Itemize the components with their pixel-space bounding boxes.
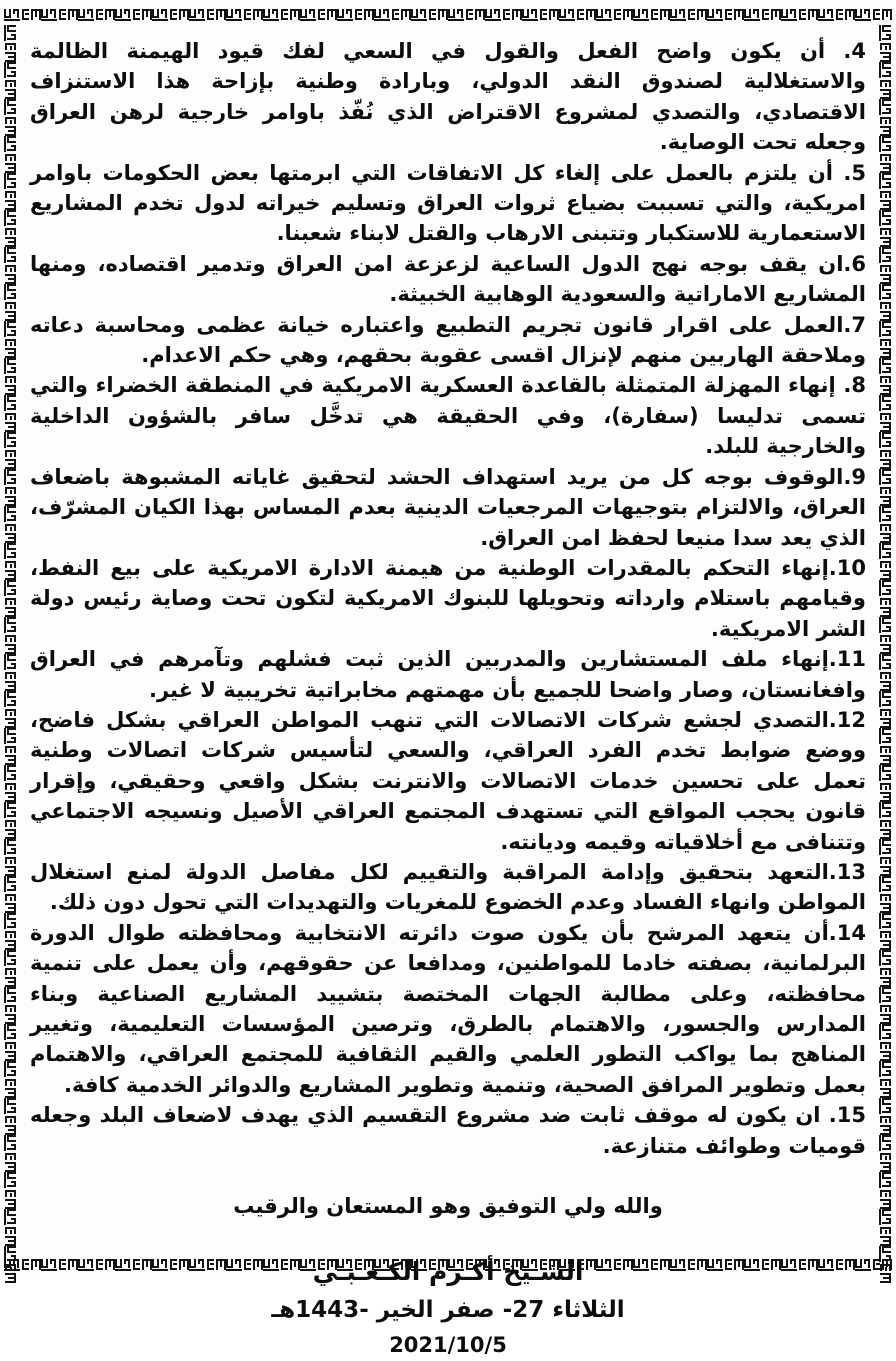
clause-4: 4. أن يكون واضح الفعل والقول في السعي لفك قيود الهيمنة الظالمة والاستغلالية لصندوق النقد الدولي، وبارادة وطنية بإزاحة هذا الاستنزاف الاقتصادي، والتصدي لمشروع الاقتراض الذي نُفّذ باوامر خارجية لرهن العراق وجعله تحت الوصاية. xyxy=(30,39,866,155)
document-body xyxy=(30,36,866,1361)
closing-dua: والله ولي التوفيق وهو المستعان والرقيب xyxy=(233,1194,663,1219)
kufic-border-left xyxy=(3,25,18,1255)
clause-9: 9.الوقوف بوجه كل من يريد استهداف الحشد لتحقيق غاياته المشبوهة باضعاف العراق، والالتزام بتوجيهات المرجعيات الدينية بعدم المساس بهذا الكيان المشرّف، الذي يعد سدا منيعا لحفظ امن العراق. xyxy=(30,464,866,550)
kufic-border-top xyxy=(4,7,892,23)
signature-gregorian-date: 2021/10/5 xyxy=(389,1333,507,1358)
signature-hijri-date: الثلاثاء 27- صفر الخير -1443هـ xyxy=(271,1296,625,1323)
clause-11: 11.إنهاء ملف المستشارين والمدربين الذين ثبت فشلهم وتآمرهم في العراق وافغانستان، وصار واضحا للجميع بأن مهمتهم مخابراتية تخريبية لا غير. xyxy=(30,647,866,702)
kufic-border-right xyxy=(878,25,893,1255)
clause-13: 13.التعهد بتحقيق وإدامة المراقبة والتقييم لكل مفاصل الدولة لمنع استغلال المواطن وانهاء الفساد وعدم الخضوع للمغريات والتهديدات التي تحول دون ذلك. xyxy=(30,859,866,915)
clause-6: 6.ان يقف بوجه نهج الدول الساعية لزعزعة امن العراق وتدمير اقتصاده، ومنها المشاريع الاماراتية والسعودية الوهابية الخبيثة. xyxy=(30,251,866,307)
clause-14: 14.أن يتعهد المرشح بأن يكون صوت دائرته الانتخابية ومحافظته طوال الدورة البرلمانية، بصفته خادما للمواطنين، ومدافعا عن حقوقهم، وأن يعمل على تنمية محافظته، وعلى مطالبة الجهات المختصة بتشييد المشاريع الصناعية وبناء المدارس والجسور، والاهتمام بالطرق، وترصين المؤسسات التعليمية، وتغيير المناهج بما يواكب التطور العلمي والقيم الثقافية للمجتمع العراقي، والاهتمام بعمل وتطوير المرافق الصحية، وتنمية وتطوير المشاريع والدوائر الخدمية كافة. xyxy=(30,920,866,1097)
clause-8: 8. إنهاء المهزلة المتمثلة بالقاعدة العسكرية الامريكية في المنطقة الخضراء والتي تسمى تدليسا (سفارة)، وفي الحقيقة هي تدخَّل سافر بالشؤون الداخلية والخارجية للبلد. xyxy=(30,373,866,459)
clause-10: 10.إنهاء التحكم بالمقدرات الوطنية من هيمنة الادارة الامريكية على بيع النفط، وقيامهم باستلام وارداته وتحويلها للبنوك الامريكية لتكون تحت وصاية رئيس دولة الشر الامريكية. xyxy=(30,555,866,641)
clause-5: 5. أن يلتزم بالعمل على إلغاء كل الاتفاقات التي ابرمتها بعض الحكومات باوامر امريكية، والتي تسببت بضياع ثروات العراق وتسليم خيراته لدول تخدم المشاريع الاستعمارية للاستكبار وتتبنى الارهاب والقتل لابناء شعبنا. xyxy=(30,160,866,246)
clause-12: 12.التصدي لجشع شركات الاتصالات التي تنهب المواطن العراقي بشكل فاضح، ووضع ضوابط تخدم الفرد العراقي، والسعي لتأسيس شركات اتصالات وطنية تعمل على تحسين خدمات الاتصالات والانترنت بشكل واقعي وحقيقي، وإقرار قانون يحجب المواقع التي تستهدف المجتمع العراقي الأصيل ونسيجه الاجتماعي وتتنافى مع أخلاقياته وقيمه وديانته. xyxy=(30,707,866,854)
clause-15: 15. ان يكون له موقف ثابت ضد مشروع التقسيم الذي يهدف لاضعاف البلد وجعله قوميات وطوائف متنازعة. xyxy=(30,1103,866,1158)
clause-7: 7.العمل على اقرار قانون تجريم التطبيع واعتباره خيانة عظمى ومحاسبة دعاته وملاحقة الهاربين منهم لإنزال اقسى عقوبة بحقهم، وهي حكم الاعدام. xyxy=(30,312,866,368)
signature-name: الشـيخ أكـرم الكـعـبـي xyxy=(312,1257,584,1287)
